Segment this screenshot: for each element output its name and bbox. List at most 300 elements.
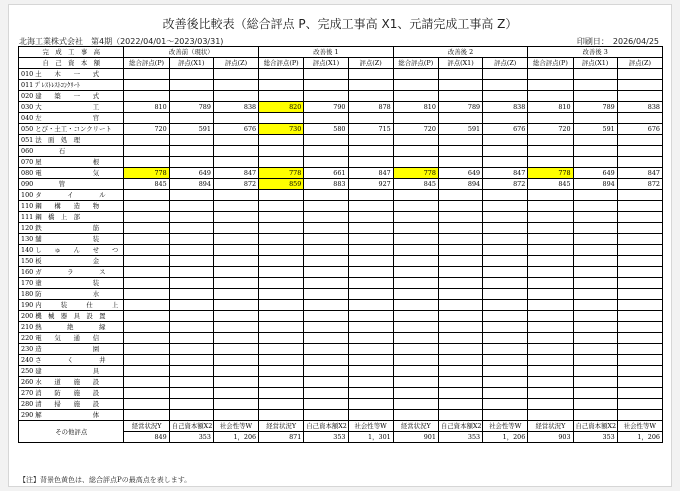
score-cell: 789	[169, 102, 213, 113]
score-cell	[438, 135, 482, 146]
score-cell	[124, 69, 169, 80]
header-row-subcolumns	[19, 58, 663, 69]
work-type-label: 230 造 園	[19, 344, 124, 355]
table-row	[19, 80, 663, 91]
score-cell	[573, 234, 617, 245]
score-cell	[348, 212, 393, 223]
score-cell	[304, 333, 348, 344]
table-row	[19, 102, 663, 113]
table-row	[19, 201, 663, 212]
score-cell	[483, 410, 528, 421]
score-cell	[348, 201, 393, 212]
score-cell: 591	[573, 124, 617, 135]
subheader-x1: 評点(X1)	[304, 58, 348, 69]
subheader-z: 評点(Z)	[348, 58, 393, 69]
score-cell	[573, 410, 617, 421]
table-row	[19, 234, 663, 245]
score-cell	[304, 355, 348, 366]
table-row	[19, 278, 663, 289]
score-cell	[573, 388, 617, 399]
footer-header-y: 経営状況Y	[393, 421, 438, 432]
score-cell	[259, 300, 304, 311]
footnote: 【注】背景色黄色は、総合評点Pの最高点を表します。	[19, 476, 192, 484]
score-cell	[528, 245, 573, 256]
score-cell	[259, 201, 304, 212]
score-cell	[483, 157, 528, 168]
score-cell	[393, 69, 438, 80]
footer-row-headers	[19, 421, 663, 432]
footer-header-y: 経営状況Y	[528, 421, 573, 432]
score-cell: 778	[259, 168, 304, 179]
footer-header-y: 経営状況Y	[259, 421, 304, 432]
score-cell	[259, 135, 304, 146]
score-cell	[617, 201, 662, 212]
score-cell	[617, 69, 662, 80]
subheader-p: 総合評点(P)	[259, 58, 304, 69]
score-cell	[438, 355, 482, 366]
score-cell	[259, 212, 304, 223]
score-cell	[438, 113, 482, 124]
score-cell	[483, 267, 528, 278]
score-cell	[169, 201, 213, 212]
score-cell	[438, 201, 482, 212]
footer-value: 901	[393, 432, 438, 443]
score-cell: 790	[304, 102, 348, 113]
score-cell	[617, 300, 662, 311]
score-cell	[169, 388, 213, 399]
score-cell	[573, 146, 617, 157]
score-cell	[573, 223, 617, 234]
score-cell: 789	[573, 102, 617, 113]
score-cell	[483, 388, 528, 399]
score-cell	[528, 80, 573, 91]
score-cell	[213, 399, 258, 410]
score-cell	[393, 256, 438, 267]
score-cell	[259, 333, 304, 344]
work-type-label: 051 法 面 処 理	[19, 135, 124, 146]
score-cell	[348, 135, 393, 146]
score-cell	[483, 201, 528, 212]
score-cell	[483, 355, 528, 366]
score-cell	[617, 80, 662, 91]
score-cell	[528, 388, 573, 399]
footer-value: 353	[169, 432, 213, 443]
score-cell	[528, 311, 573, 322]
subheader-p: 総合評点(P)	[393, 58, 438, 69]
score-cell	[213, 410, 258, 421]
score-cell	[348, 146, 393, 157]
score-cell: 676	[483, 124, 528, 135]
score-cell	[393, 267, 438, 278]
score-cell: 649	[573, 168, 617, 179]
footer-value: 353	[438, 432, 482, 443]
score-cell	[528, 333, 573, 344]
score-cell	[259, 91, 304, 102]
score-cell	[617, 267, 662, 278]
table-row	[19, 135, 663, 146]
table-row	[19, 322, 663, 333]
score-cell: 872	[617, 179, 662, 190]
score-cell	[259, 366, 304, 377]
score-cell	[304, 146, 348, 157]
score-cell	[348, 267, 393, 278]
score-cell	[393, 388, 438, 399]
footer-header-w: 社会性等W	[348, 421, 393, 432]
score-cell	[528, 135, 573, 146]
score-cell	[348, 388, 393, 399]
score-cell	[213, 355, 258, 366]
score-cell	[124, 399, 169, 410]
score-cell	[304, 278, 348, 289]
work-type-label: 200 機 械 器 具 設 置	[19, 311, 124, 322]
score-cell	[617, 311, 662, 322]
score-cell: 847	[483, 168, 528, 179]
score-cell	[124, 146, 169, 157]
score-cell	[259, 80, 304, 91]
score-cell	[617, 157, 662, 168]
score-cell	[124, 410, 169, 421]
score-cell	[124, 223, 169, 234]
score-cell	[528, 366, 573, 377]
score-cell	[483, 113, 528, 124]
score-cell	[617, 388, 662, 399]
score-cell	[617, 245, 662, 256]
score-cell	[617, 223, 662, 234]
score-cell	[528, 113, 573, 124]
score-cell: 591	[169, 124, 213, 135]
score-cell	[124, 267, 169, 278]
footer-header-x2: 自己資本額X2	[169, 421, 213, 432]
score-cell	[348, 322, 393, 333]
footer-value: 353	[304, 432, 348, 443]
score-cell	[348, 355, 393, 366]
score-cell	[304, 113, 348, 124]
score-cell: 927	[348, 179, 393, 190]
score-cell	[124, 256, 169, 267]
score-cell	[393, 289, 438, 300]
score-cell	[573, 91, 617, 102]
print-date: 印刷日： 2026/04/25	[576, 37, 659, 46]
score-cell	[348, 344, 393, 355]
score-cell	[169, 377, 213, 388]
score-cell	[483, 135, 528, 146]
score-cell	[528, 278, 573, 289]
score-cell	[573, 278, 617, 289]
score-cell	[213, 91, 258, 102]
score-cell	[617, 377, 662, 388]
score-cell	[259, 69, 304, 80]
score-cell	[348, 234, 393, 245]
score-cell	[393, 278, 438, 289]
score-cell	[169, 267, 213, 278]
score-cell: 847	[348, 168, 393, 179]
score-cell	[259, 146, 304, 157]
work-type-label: 120 鉄 筋	[19, 223, 124, 234]
work-type-label: 280 清 掃 施 設	[19, 399, 124, 410]
score-cell: 778	[528, 168, 573, 179]
score-cell: 845	[528, 179, 573, 190]
score-cell	[573, 157, 617, 168]
score-cell	[304, 234, 348, 245]
score-cell	[348, 190, 393, 201]
score-cell	[304, 69, 348, 80]
score-cell	[393, 113, 438, 124]
score-cell	[348, 289, 393, 300]
score-cell	[304, 344, 348, 355]
score-cell	[348, 245, 393, 256]
score-cell	[304, 91, 348, 102]
score-cell	[528, 91, 573, 102]
score-cell	[573, 69, 617, 80]
subheader-x1: 評点(X1)	[438, 58, 482, 69]
table-row	[19, 146, 663, 157]
score-cell	[528, 146, 573, 157]
table-row	[19, 69, 663, 80]
table-row	[19, 300, 663, 311]
score-cell	[304, 80, 348, 91]
score-cell: 845	[124, 179, 169, 190]
score-cell	[124, 322, 169, 333]
score-cell	[438, 157, 482, 168]
score-cell	[438, 256, 482, 267]
score-cell	[259, 267, 304, 278]
score-cell: 872	[213, 179, 258, 190]
score-cell	[169, 322, 213, 333]
score-cell	[573, 377, 617, 388]
work-type-label: 190 内 装 仕 上	[19, 300, 124, 311]
score-cell	[483, 333, 528, 344]
score-cell	[348, 69, 393, 80]
score-cell	[617, 234, 662, 245]
work-type-label: 170 塗 装	[19, 278, 124, 289]
score-cell	[213, 311, 258, 322]
score-cell: 715	[348, 124, 393, 135]
footer-value: 1，206	[617, 432, 662, 443]
score-cell	[348, 366, 393, 377]
score-cell	[304, 135, 348, 146]
score-cell	[528, 399, 573, 410]
footer-value: 353	[573, 432, 617, 443]
table-row	[19, 223, 663, 234]
table-row	[19, 124, 663, 135]
footer-header-w: 社会性等W	[617, 421, 662, 432]
work-type-label: 260 水 道 施 設	[19, 377, 124, 388]
score-cell	[213, 201, 258, 212]
score-cell	[124, 366, 169, 377]
score-cell	[124, 113, 169, 124]
score-cell	[393, 322, 438, 333]
score-cell	[169, 355, 213, 366]
subheader-p: 総合評点(P)	[528, 58, 573, 69]
score-cell	[348, 278, 393, 289]
score-cell	[483, 300, 528, 311]
score-cell	[617, 91, 662, 102]
score-cell: 894	[573, 179, 617, 190]
score-cell	[438, 80, 482, 91]
score-cell	[483, 322, 528, 333]
score-cell	[528, 69, 573, 80]
score-cell: 845	[393, 179, 438, 190]
score-cell	[213, 289, 258, 300]
score-cell	[393, 399, 438, 410]
score-cell: 676	[213, 124, 258, 135]
table-row	[19, 256, 663, 267]
score-cell	[438, 300, 482, 311]
score-cell: 810	[124, 102, 169, 113]
subheader-x1: 評点(X1)	[169, 58, 213, 69]
score-cell	[348, 300, 393, 311]
score-cell	[304, 388, 348, 399]
work-type-label: 240 さ く 井	[19, 355, 124, 366]
score-cell	[169, 80, 213, 91]
score-cell	[213, 344, 258, 355]
work-type-label: 220 電 気 通 信	[19, 333, 124, 344]
score-cell	[617, 113, 662, 124]
score-cell	[348, 256, 393, 267]
score-cell	[124, 234, 169, 245]
score-cell	[124, 190, 169, 201]
score-cell: 883	[304, 179, 348, 190]
score-cell: 838	[483, 102, 528, 113]
score-cell	[528, 377, 573, 388]
score-cell	[169, 135, 213, 146]
score-cell	[438, 377, 482, 388]
score-cell	[438, 267, 482, 278]
score-cell	[259, 322, 304, 333]
work-type-label: 020 建 築 一 式	[19, 91, 124, 102]
score-cell	[124, 80, 169, 91]
score-cell: 878	[348, 102, 393, 113]
score-cell	[348, 80, 393, 91]
score-cell	[438, 234, 482, 245]
work-type-label: 030 大 工	[19, 102, 124, 113]
score-cell	[304, 377, 348, 388]
score-cell	[393, 245, 438, 256]
score-cell	[393, 135, 438, 146]
footer-header-w: 社会性等W	[483, 421, 528, 432]
work-type-label: 130 舗 装	[19, 234, 124, 245]
score-cell: 872	[483, 179, 528, 190]
score-cell	[483, 146, 528, 157]
score-cell	[617, 333, 662, 344]
score-cell: 720	[124, 124, 169, 135]
score-cell	[348, 91, 393, 102]
score-cell: 810	[528, 102, 573, 113]
footer-header-y: 経営状況Y	[124, 421, 169, 432]
score-cell	[213, 366, 258, 377]
score-cell	[259, 311, 304, 322]
score-cell	[304, 366, 348, 377]
score-cell	[438, 311, 482, 322]
score-cell	[573, 311, 617, 322]
score-cell	[528, 201, 573, 212]
footer-value: 1，206	[213, 432, 258, 443]
score-cell	[483, 190, 528, 201]
score-cell: 810	[393, 102, 438, 113]
score-cell	[483, 212, 528, 223]
table-row	[19, 377, 663, 388]
footer-label: その他評点	[19, 421, 124, 443]
footer-value: 1，301	[348, 432, 393, 443]
table-row	[19, 168, 663, 179]
score-cell	[573, 322, 617, 333]
score-cell: 847	[213, 168, 258, 179]
footer-value: 903	[528, 432, 573, 443]
score-cell	[483, 223, 528, 234]
score-cell	[213, 267, 258, 278]
work-type-label: 011 ﾌﾟﾚｽﾄﾚｽﾄｺﾝｸﾘｰﾄ	[19, 80, 124, 91]
score-cell	[573, 113, 617, 124]
work-type-label: 010 土 木 一 式	[19, 69, 124, 80]
score-cell	[438, 388, 482, 399]
score-cell	[259, 157, 304, 168]
table-row	[19, 410, 663, 421]
score-cell	[213, 223, 258, 234]
score-cell	[528, 267, 573, 278]
score-cell	[528, 256, 573, 267]
score-cell	[393, 190, 438, 201]
work-type-label: 100 タ イ ル	[19, 190, 124, 201]
score-cell	[169, 245, 213, 256]
score-cell	[617, 146, 662, 157]
score-cell	[573, 300, 617, 311]
score-cell	[169, 410, 213, 421]
score-cell	[304, 212, 348, 223]
page-title: 改善後比較表（総合評点 P、完成工事高 X1、元請完成工事高 Z）	[162, 17, 518, 31]
score-cell	[573, 267, 617, 278]
group-header-current: 改善前（現状）	[124, 47, 259, 58]
score-cell	[213, 157, 258, 168]
footer-header-w: 社会性等W	[213, 421, 258, 432]
score-cell	[528, 212, 573, 223]
score-cell	[483, 311, 528, 322]
score-cell	[169, 157, 213, 168]
score-cell	[573, 135, 617, 146]
score-cell	[169, 223, 213, 234]
score-cell	[169, 146, 213, 157]
table-row	[19, 366, 663, 377]
score-cell	[573, 256, 617, 267]
score-cell: 649	[169, 168, 213, 179]
score-cell	[483, 245, 528, 256]
score-cell: 730	[259, 124, 304, 135]
score-cell	[483, 399, 528, 410]
score-cell	[213, 245, 258, 256]
score-cell: 789	[438, 102, 482, 113]
score-cell	[124, 344, 169, 355]
subheader-p: 総合評点(P)	[124, 58, 169, 69]
score-cell	[259, 289, 304, 300]
score-cell	[617, 190, 662, 201]
score-cell	[169, 300, 213, 311]
score-cell	[213, 135, 258, 146]
score-cell	[393, 80, 438, 91]
score-cell	[528, 355, 573, 366]
work-type-label: 270 消 防 施 設	[19, 388, 124, 399]
footer-value: 849	[124, 432, 169, 443]
score-cell	[438, 322, 482, 333]
score-cell	[393, 234, 438, 245]
score-cell	[169, 212, 213, 223]
score-cell	[169, 69, 213, 80]
score-cell	[169, 91, 213, 102]
score-cell	[438, 278, 482, 289]
group-header-improved-2: 改善後 2	[393, 47, 528, 58]
score-cell	[483, 366, 528, 377]
score-cell: 894	[169, 179, 213, 190]
score-cell	[438, 91, 482, 102]
score-cell	[169, 190, 213, 201]
